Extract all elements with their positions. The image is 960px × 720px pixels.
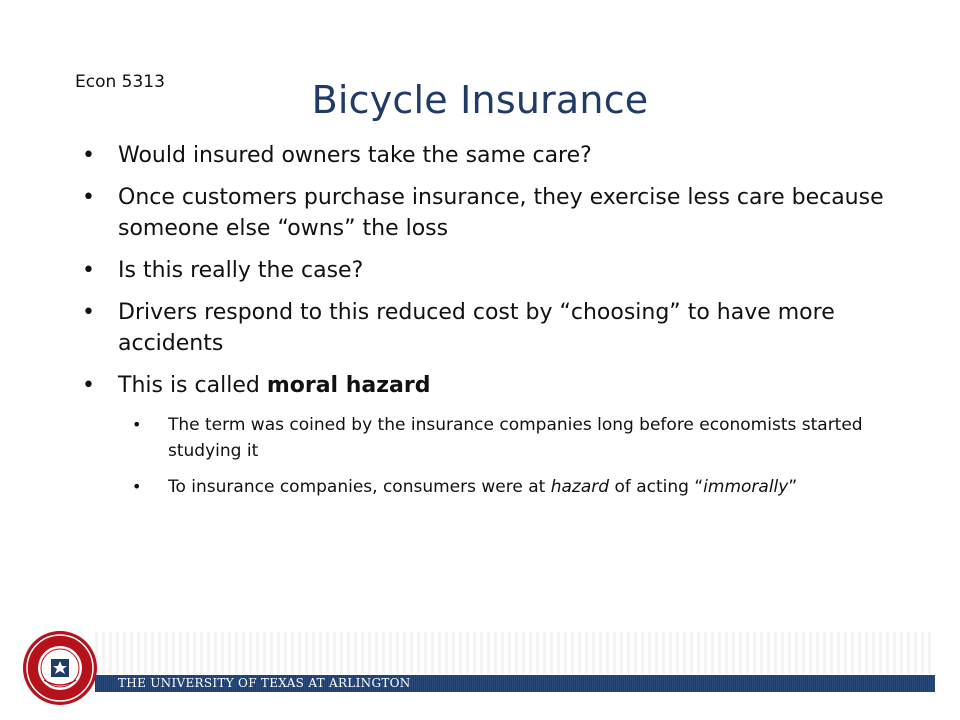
university-name: THE UNIVERSITY OF TEXAS AT ARLINGTON (118, 676, 411, 690)
slide-title: Bicycle Insurance (311, 78, 649, 122)
bold-term: moral hazard (266, 373, 431, 398)
sub-bullet-group (80, 412, 900, 500)
bullet-text: Would insured owners take the same care? (118, 143, 592, 168)
bullet-text: This is called (118, 373, 267, 398)
italic-term: hazard (550, 477, 610, 497)
sub-bullet-text: of acting “ (609, 477, 704, 497)
sub-bullet-text: ” (788, 477, 798, 497)
bullet-item (80, 255, 900, 286)
university-seal-icon (22, 630, 98, 706)
bullet-text: Is this really the case? (118, 258, 364, 283)
bullet-text: Once customers purchase insurance, they exercise less care because someone else “owns” the loss (118, 185, 884, 241)
bullet-item (80, 297, 900, 359)
bullet-item (80, 370, 900, 401)
bullet-text: Drivers respond to this reduced cost by “choosing” to have more accidents (118, 300, 835, 356)
sub-bullet-list (80, 412, 900, 500)
sub-bullet-item (130, 412, 900, 464)
sub-bullet-text: To insurance companies, consumers were at (168, 477, 551, 497)
italic-term: immorally (703, 477, 789, 497)
footer-texture (95, 632, 935, 674)
bullet-item (80, 182, 900, 244)
bullet-item (80, 140, 900, 171)
bullet-list (80, 140, 900, 510)
sub-bullet-item (130, 474, 900, 500)
sub-bullet-text: The term was coined by the insurance companies long before economists started studying it (168, 415, 863, 461)
course-label: Econ 5313 (75, 72, 165, 92)
